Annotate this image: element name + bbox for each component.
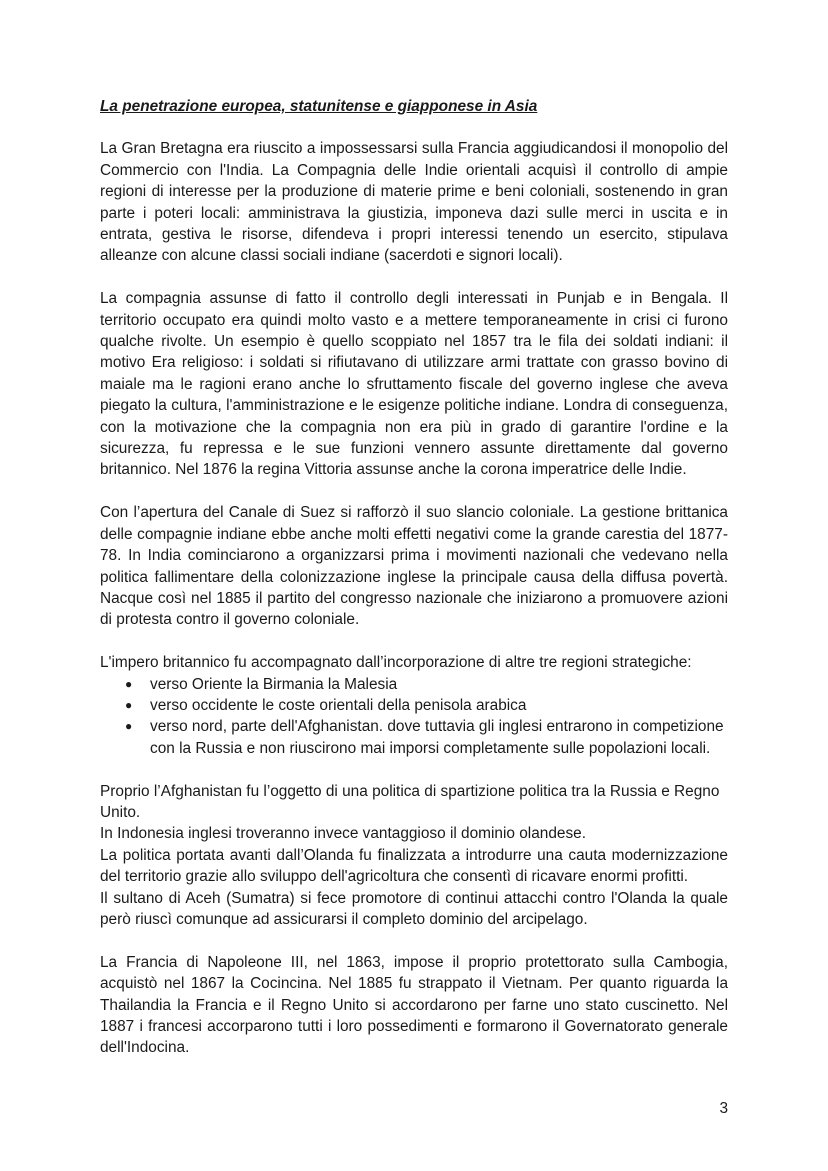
- list-item-text: verso Oriente la Birmania la Malesia: [150, 675, 398, 693]
- list-item: [100, 674, 728, 695]
- document-title: La penetrazione europea, statunitense e giapponese in Asia: [100, 98, 538, 115]
- document-page: [100, 96, 728, 1080]
- paragraph-compagnia: La compagnia assunse di fatto il controllo degli interessati in Punjab e in Bengala. Il territorio occupato era quindi molto vasto e a mettere temporaneamente in crisi ci furono qualche rivolte. Un esempio è quello scoppiato nel 1857 tra le fila dei soldati indiani: il motivo Era religioso: i soldati si rifiutavano di utilizzare armi trattate con grasso bovino di maiale ma le ragioni erano anche lo sfruttamento fiscale del governo inglese che aveva piegato la cultura, l'amministrazione e le esigenze politiche indiane. Londra di conseguenza, con la motivazione che la compagnia non era più in grado di garantire l'ordine e la sicurezza, fu repressa e le sue funzioni vennero assunte direttamente dal governo britannico. Nel 1876 la regina Vittoria assunse anche la corona imperatrice delle Indie.: [100, 290, 728, 479]
- page-number: 3: [719, 1100, 728, 1117]
- list-item-text: verso nord, parte dell'Afghanistan. dove tuttavia gli inglesi entrarono in competizione con la Russia e non riuscirono mai imporsi completamente sulle popolazioni locali.: [150, 718, 724, 757]
- line-olanda: La politica portata avanti dall’Olanda fu finalizzata a introdurre una cauta modernizzazione del territorio grazie allo sviluppo dell'agricoltura che consentì di ricavare enormi profitti.: [100, 846, 728, 886]
- regions-list: [100, 674, 728, 760]
- afghanistan-indonesia-block: [100, 781, 728, 931]
- list-item: [100, 716, 728, 759]
- line-aceh: Il sultano di Aceh (Sumatra) si fece promotore di continui attacchi contro l'Olanda la quale però riuscì comunque ad assicurarsi il completo dominio del arcipelago.: [100, 889, 728, 928]
- paragraph-gran-bretagna: La Gran Bretagna era riuscito a impossessarsi sulla Francia aggiudicandosi il monopolio del Commercio con l'India. La Compagnia delle Indie orientali acquisì il controllo di ampie regioni di interesse per la produzione di materie prime e beni coloniali, sostenendo in gran parte i poteri locali: amministrava la giustizia, imponeva dazi sulle merci in uscita e in entrata, gestiva le risorse, difendeva i propri interessi tenendo un esercito, stipulava alleanze con alcune classi sociali indiane (sacerdoti e signori locali).: [100, 140, 728, 265]
- bullet-icon: ●: [125, 676, 133, 691]
- bullet-icon: ●: [125, 697, 133, 712]
- line-indonesia: In Indonesia inglesi troveranno invece vantaggioso il dominio olandese.: [100, 825, 586, 843]
- bullet-icon: ●: [125, 719, 133, 734]
- line-afghanistan: Proprio l’Afghanistan fu l’oggetto di una politica di spartizione politica tra la Russia e Regno Unito.: [100, 782, 720, 821]
- paragraph-impero-britannico: L'impero britannico fu accompagnato dall’incorporazione di altre tre regioni strategiche:: [100, 654, 692, 672]
- paragraph-francia: La Francia di Napoleone III, nel 1863, impose il proprio protettorato sulla Cambogia, acquistò nel 1867 la Cocincina. Nel 1885 fu strappato il Vietnam. Per quanto riguarda la Thailandia la Francia e il Regno Unito si accordarono per farne uno stato cuscinetto. Nel 1887 i francesi accorparono tutti i loro possedimenti e formarono il Governatorato generale dell'Indocina.: [100, 953, 728, 1057]
- paragraph-canale-suez: Con l’apertura del Canale di Suez si rafforzò il suo slancio coloniale. La gestione brittanica delle compagnie indiane ebbe anche molti effetti negativi come la grande carestia del 1877-78. In India cominciarono a organizzarsi prima i movimenti nazionali che vedevano nella politica fallimentare della colonizzazione inglese la principale causa della diffusa povertà. Nacque così nel 1885 il partito del congresso nazionale che iniziarono a promuovere azioni di protesta contro il governo coloniale.: [100, 504, 728, 629]
- list-item-text: verso occidente le coste orientali della penisola arabica: [150, 696, 527, 714]
- list-item: [100, 695, 728, 716]
